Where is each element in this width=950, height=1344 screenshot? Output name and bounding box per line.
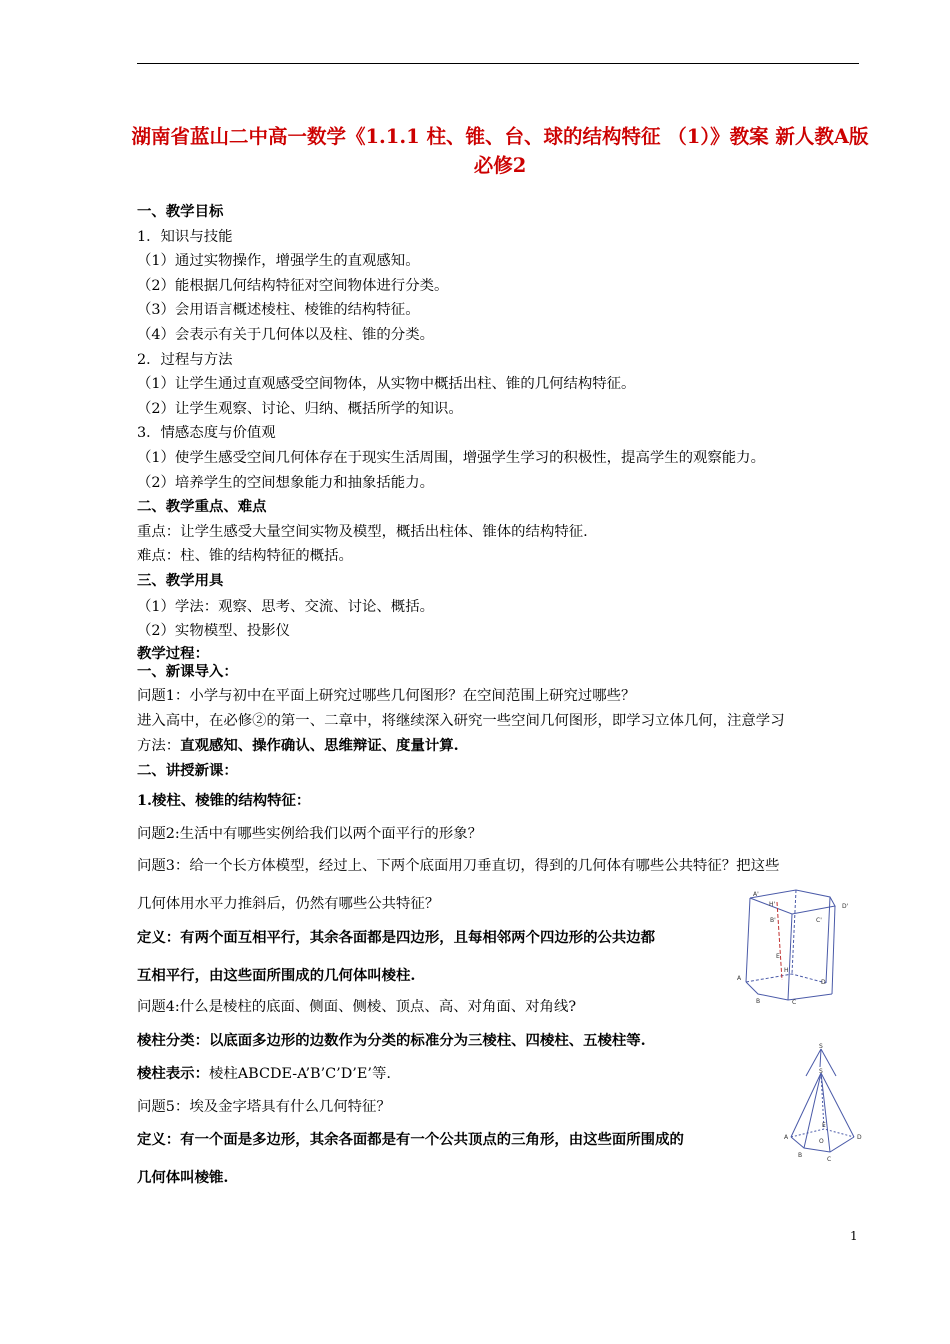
pyramid-label: S bbox=[819, 1043, 823, 1050]
body-line: （2）能根据几何结构特征对空间物体进行分类。 bbox=[137, 278, 449, 294]
body-line: 问题4:什么是棱柱的底面、侧面、侧棱、顶点、高、对角面、对角线? bbox=[137, 999, 577, 1015]
pyramid-figure bbox=[782, 1043, 864, 1165]
pyramid-label: D bbox=[857, 1134, 862, 1141]
body-line: 一、教学目标 bbox=[137, 203, 224, 220]
body-line: （4）会表示有关于几何体以及柱、锥的分类。 bbox=[137, 327, 434, 343]
prism-label: A' bbox=[753, 891, 759, 898]
prism-label: B bbox=[756, 998, 761, 1005]
prism-label: C' bbox=[816, 917, 822, 924]
document-title: 湖南省蓝山二中高一数学《1.1.1 柱、锥、台、球的结构特征 （1）》教案 新人教A版必修2 bbox=[131, 125, 869, 177]
body-line: （2）让学生观察、讨论、归纳、概括所学的知识。 bbox=[137, 401, 463, 417]
pyramid-label: E bbox=[822, 1122, 826, 1129]
pyramid-label: S bbox=[819, 1068, 823, 1075]
prism-label: E bbox=[776, 953, 780, 960]
body-line: 方法：直观感知、操作确认、思维辩证、度量计算. bbox=[137, 737, 459, 754]
body-line: 2．过程与方法 bbox=[137, 352, 233, 368]
body-line: （2）实物模型、投影仪 bbox=[137, 623, 291, 639]
pyramid-label: C bbox=[827, 1156, 832, 1163]
body-line: （3）会用语言概述棱柱、棱锥的结构特征。 bbox=[137, 302, 420, 318]
pyramid-label: O bbox=[819, 1138, 824, 1145]
body-line: 问题3：给一个长方体模型，经过上、下两个底面用刀垂直切，得到的几何体有哪些公共特征？把这些 bbox=[137, 858, 780, 874]
body-line: 棱柱表示：棱柱ABCDE-A’B’C’D’E’等. bbox=[137, 1065, 391, 1082]
body-line: 3．情感态度与价值观 bbox=[137, 425, 276, 441]
body-line: 二、教学重点、难点 bbox=[137, 498, 267, 515]
body-line: （2）培养学生的空间想象能力和抽象括能力。 bbox=[137, 475, 434, 491]
body-line: 定义：有两个面互相平行，其余各面都是四边形，且每相邻两个四边形的公共边都 bbox=[137, 929, 656, 946]
body-line: 问题1：小学与初中在平面上研究过哪些几何图形？在空间范围上研究过哪些？ bbox=[137, 688, 636, 704]
body-line: 定义：有一个面是多边形，其余各面都是有一个公共顶点的三角形，由这些面所围成的 bbox=[137, 1131, 684, 1148]
prism-label: H' bbox=[769, 901, 776, 908]
body-line: 三、教学用具 bbox=[137, 572, 224, 589]
body-line: 几何体用水平力推斜后，仍然有哪些公共特征？ bbox=[137, 896, 440, 912]
body-line: 重点：让学生感受大量空间实物及模型，概括出柱体、锥体的结构特征. bbox=[137, 524, 588, 540]
prism-label: H bbox=[784, 967, 789, 974]
prism-figure bbox=[732, 884, 862, 1009]
body-line: 1．知识与技能 bbox=[137, 229, 233, 245]
body-line: 互相平行，由这些面所围成的几何体叫棱柱. bbox=[137, 967, 416, 984]
prism-label: C bbox=[792, 999, 797, 1006]
body-line: （1）让学生通过直观感受空间物体，从实物中概括出柱、锥的几何结构特征。 bbox=[137, 376, 636, 392]
pyramid-label: A bbox=[784, 1134, 789, 1141]
body-line: 问题2:生活中有哪些实例给我们以两个面平行的形象？ bbox=[137, 826, 482, 842]
body-line: 教学过程： bbox=[137, 645, 209, 662]
pyramid-label: B bbox=[798, 1152, 803, 1159]
body-line: （1）通过实物操作，增强学生的直观感知。 bbox=[137, 253, 420, 269]
body-line: 一、新课导入： bbox=[137, 663, 238, 680]
body-line: 几何体叫棱锥. bbox=[137, 1169, 229, 1186]
page-number: 1 bbox=[850, 1229, 858, 1243]
body-line: 棱柱分类：以底面多边形的边数作为分类的标准分为三棱柱、四棱柱、五棱柱等. bbox=[137, 1032, 646, 1049]
body-line: （1）使学生感受空间几何体存在于现实生活周围，增强学生学习的积极性，提高学生的观察能力。 bbox=[137, 450, 765, 466]
body-line: 二、讲授新课： bbox=[137, 762, 238, 779]
header-rule bbox=[137, 63, 859, 64]
prism-label: A bbox=[737, 975, 742, 982]
body-line: 问题5：埃及金字塔具有什么几何特征？ bbox=[137, 1099, 391, 1115]
body-line: （1）学法：观察、思考、交流、讨论、概括。 bbox=[137, 599, 434, 615]
prism-label: B' bbox=[770, 917, 776, 924]
prism-label: D bbox=[821, 979, 826, 986]
prism-label: D' bbox=[842, 903, 849, 910]
body-line: 难点：柱、锥的结构特征的概括。 bbox=[137, 548, 353, 564]
body-line: 进入高中，在必修②的第一、二章中，将继续深入研究一些空间几何图形，即学习立体几何，注意学习 bbox=[137, 713, 785, 729]
body-line: 1.棱柱、棱锥的结构特征： bbox=[137, 792, 311, 809]
